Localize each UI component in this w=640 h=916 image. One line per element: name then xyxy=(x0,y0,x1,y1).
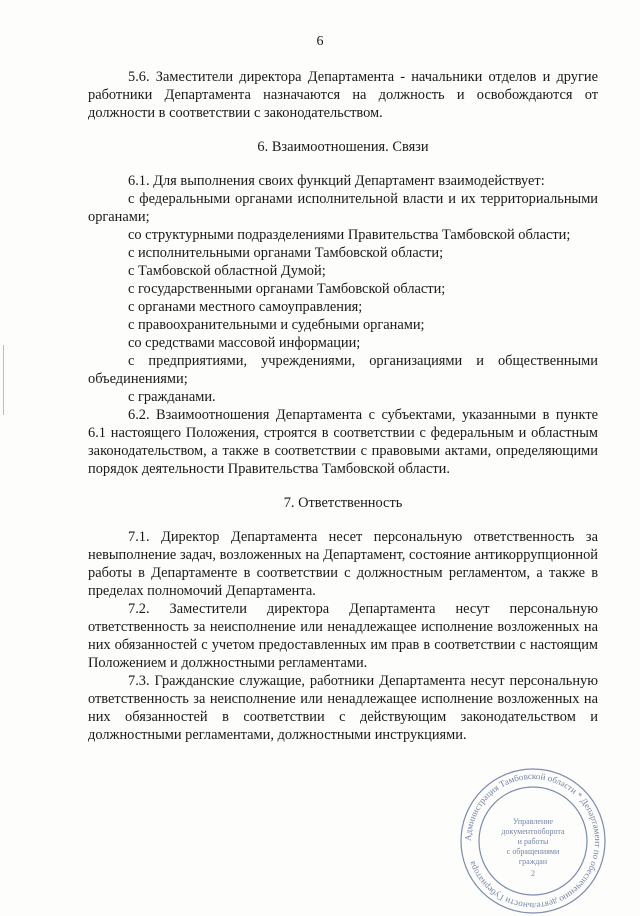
list-item: с органами местного самоуправления; xyxy=(128,299,363,315)
stamp-inner-line: Управление xyxy=(512,817,554,826)
list-item: с исполнительными органами Тамбовской области; xyxy=(128,245,444,261)
document-body xyxy=(88,68,598,744)
list-item: с правоохранительными и судебными органами; xyxy=(128,317,425,333)
stamp-inner-line: документооборота xyxy=(501,827,565,836)
paragraph-6-1-intro: 6.1. Для выполнения своих функций Департамент взаимодействует: xyxy=(128,173,545,189)
paragraph-7-3: 7.3. Гражданские служащие, работники Департамента несут персональную ответственность за неисполнение или ненадлежащее исполнение возложенных на них обязанностей в соответствии с действующим законодательством и должностными регламентами, должностными инструкциями. xyxy=(88,673,598,743)
list-item: с федеральными органами исполнительной власти и их территориальными органами; xyxy=(88,191,598,225)
paragraph-7-2: 7.2. Заместители директора Департамента несут персональную ответственность за неисполнение или ненадлежащее исполнение возложенных на них обязанностей с учетом предоставленных им прав в соответствии с настоящим Положением и должностными регламентами. xyxy=(88,601,598,671)
stamp-number: 2 xyxy=(531,869,535,878)
list-item: с Тамбовской областной Думой; xyxy=(128,263,326,279)
paragraph-5-6: 5.6. Заместители директора Департамента - начальники отделов и другие работники Департамента назначаются на должность и освобождаются от должности в соответствии с законодательством. xyxy=(88,69,598,121)
stamp-inner-line: и работы xyxy=(517,837,549,846)
list-item: с предприятиями, учреждениями, организациями и общественными объединениями; xyxy=(88,353,598,387)
stamp-inner-line: с обращениями xyxy=(506,847,560,856)
list-item: с гражданами. xyxy=(128,389,216,405)
stamp-inner-line: граждан xyxy=(518,857,548,866)
section-7-heading: 7. Ответственность xyxy=(283,495,403,511)
list-item: со средствами массовой информации; xyxy=(128,335,361,351)
official-stamp xyxy=(458,766,608,916)
paragraph-7-1: 7.1. Директор Департамента несет персональную ответственность за невыполнение задач, возложенных на Департамент, состояние антикоррупционной работы в Департаменте в соответствии с должностным регламентом, а также в пределах полномочий Департамента. xyxy=(88,529,598,599)
paragraph-6-2: 6.2. Взаимоотношения Департамента с субъектами, указанными в пункте 6.1 настоящего Положения, строятся в соответствии с федеральным и областным законодательством, а также в соответствии с правовыми актами, определяющими порядок деятельности Правительства Тамбовской области. xyxy=(88,407,598,477)
scan-edge-mark xyxy=(3,345,4,415)
section-6-heading: 6. Взаимоотношения. Связи xyxy=(257,139,429,155)
list-item: со структурными подразделениями Правительства Тамбовской области; xyxy=(128,227,571,243)
list-item: с государственными органами Тамбовской области; xyxy=(128,281,446,297)
stamp-outer-text: Администрация Тамбовской области * Департамент по обеспечению деятельности Губернатора xyxy=(462,770,604,912)
page-number: 6 xyxy=(316,34,324,49)
